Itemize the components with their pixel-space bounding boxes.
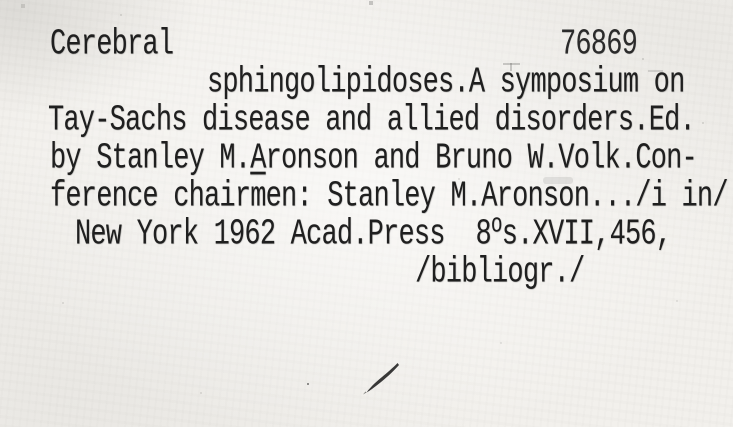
heading-entry-word: Cerebral — [50, 25, 174, 66]
editors-line — [50, 139, 697, 180]
chairmen-line: ference chairmen: Stanley M.Aronson.../i in/ — [50, 177, 728, 218]
catalog-number: 76869 — [560, 25, 638, 66]
editors-line-pre: by Stanley M. — [50, 139, 251, 180]
editors-line-post: ronson and Bruno W.Volk.Con- — [265, 139, 697, 180]
smudge-mark — [648, 70, 663, 72]
smudge-mark — [543, 177, 573, 184]
subject-line: Tay-Sachs disease and allied disorders.Ed. — [48, 101, 695, 142]
imprint-line — [75, 209, 672, 256]
bibliography-note: /bibliogr./ — [415, 253, 585, 294]
imprint-line-post: s.XVII,456, — [501, 215, 672, 256]
smudge-mark — [510, 63, 512, 71]
format-superscript: o — [490, 209, 502, 240]
ink-pen-mark — [300, 360, 415, 400]
title-line: sphingolipidoses.A symposium on — [207, 63, 685, 104]
paper-speckles — [0, 0, 2, 2]
imprint-line-pre: New York 1962 Acad.Press 8 — [75, 215, 491, 256]
corrected-letter: A — [250, 139, 266, 180]
